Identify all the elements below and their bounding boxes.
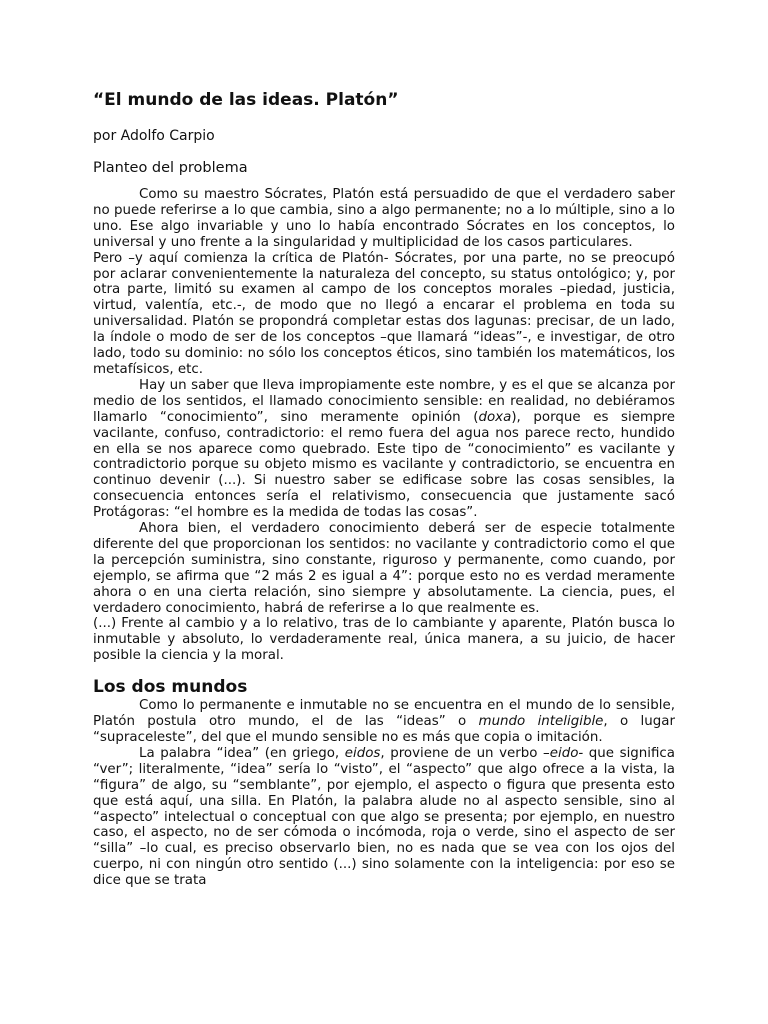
text-run: (...) Frente al cambio y a lo relativo, tras de lo cambiante y aparente, Platón busca lo inmutable y absoluto, lo verdaderamente real, única manera, a su juicio, de hacer posible la ciencia y la moral.	[93, 616, 675, 664]
italic-text: –eido-	[543, 745, 584, 761]
italic-text: mundo inteligible	[478, 714, 604, 730]
paragraph	[93, 251, 675, 378]
text-run: La palabra “idea” (en griego,	[139, 745, 345, 761]
section-los-dos-mundos-body	[93, 698, 675, 889]
paragraph	[93, 698, 675, 746]
text-run: Pero –y aquí comienza la crítica de Platón- Sócrates, por una parte, no se preocupó por aclarar convenientemente la naturaleza del concepto, su status ontológico; y, por otra parte, limitó su examen al campo de los conceptos morales –piedad, justicia, virtud, valentía, etc.-, de modo que no llegó a encarar el problema en toda su universalidad. Platón se propondrá completar estas dos lagunas: precisar, de un lado, la índole o modo de ser de los conceptos –que llamará “ideas”-, e investigar, de otro lado, todo su dominio: no sólo los conceptos éticos, sino también los matemáticos, los metafísicos, etc.	[93, 250, 675, 377]
section-heading-planteo: Planteo del problema	[93, 160, 248, 176]
text-run: Hay un saber que lleva impropiamente este nombre, y es el que se alcanza por medio de los sentidos, el llamado conocimiento sensible: en realidad, no debiéramos llamarlo “conocimiento”, sino meramente opinión (	[93, 377, 675, 425]
paragraph	[93, 187, 675, 251]
section-heading-los-dos-mundos: Los dos mundos	[93, 677, 248, 698]
text-run: Ahora bien, el verdadero conocimiento deberá ser de especie totalmente diferente del que proporcionan los sentidos: no vacilante y contradictorio como el que la percepción suministra, sino constante, riguroso y permanente, como cuando, por ejemplo, se afirma que “2 más 2 es igual a 4”: porque esto no es verdad meramente ahora o en una cierta relación, sino siempre y absolutamente. La ciencia, pues, el verdadero conocimiento, habrá de referirse a lo que realmente es.	[93, 521, 675, 616]
paragraph	[93, 616, 675, 664]
text-run: ), porque es siempre vacilante, confuso, contradictorio: el remo fuera del agua nos parece recto, hundido en ella se nos aparece como quebrado. Este tipo de “conocimiento” es vacilante y contradictorio porque su objeto mismo es vacilante y contradictorio, se encuentra en continuo devenir (...). Si nuestro saber se edificase sobre las cosas sensibles, la consecuencia entonces sería el relativismo, consecuencia que justamente sacó Protágoras: “el hombre es la medida de todas las cosas”.	[93, 409, 675, 521]
italic-text: eidos	[344, 745, 381, 761]
text-run: , o lugar “supraceleste”, del que el mundo sensible no es más que copia o imitación.	[93, 714, 675, 745]
section-planteo-body	[93, 187, 675, 664]
text-run: , proviene de un verbo	[380, 745, 544, 761]
text-run: que significa “ver”; literalmente, “idea” sería lo “visto”, el “aspecto” que algo ofrece a la vista, la “figura” de algo, su “semblante”, por ejemplo, el aspecto o figura que presenta esto que está aquí, una silla. En Platón, la palabra alude no al aspecto sensible, sino al “aspecto” intelectual o conceptual con que algo se presenta; por ejemplo, en nuestro caso, el aspecto, no de ser cómoda o incómoda, roja o verde, sino el aspecto de ser “silla” –lo cual, es preciso observarlo bien, no es nada que se vea con los ojos del cuerpo, ni con ningún otro sentido (...) sino solamente con la inteligencia: por eso se dice que se trata	[93, 745, 675, 889]
text-run: Como su maestro Sócrates, Platón está persuadido de que el verdadero saber no puede referirse a lo que cambia, sino a algo permanente; no a lo múltiple, sino a lo uno. Ese algo invariable y uno lo había encontrado Sócrates en los conceptos, lo universal y uno frente a la singularidad y multiplicidad de los casos particulares.	[93, 187, 675, 250]
document-author: por Adolfo Carpio	[93, 128, 215, 144]
paragraph	[93, 378, 675, 521]
document-title: “El mundo de las ideas. Platón”	[93, 90, 399, 110]
document-body	[93, 88, 675, 889]
paragraph	[93, 746, 675, 889]
paragraph	[93, 521, 675, 616]
italic-text: doxa	[478, 409, 512, 425]
text-run: Como lo permanente e inmutable no se encuentra en el mundo de lo sensible, Platón postula otro mundo, el de las “ideas” o	[93, 698, 675, 730]
